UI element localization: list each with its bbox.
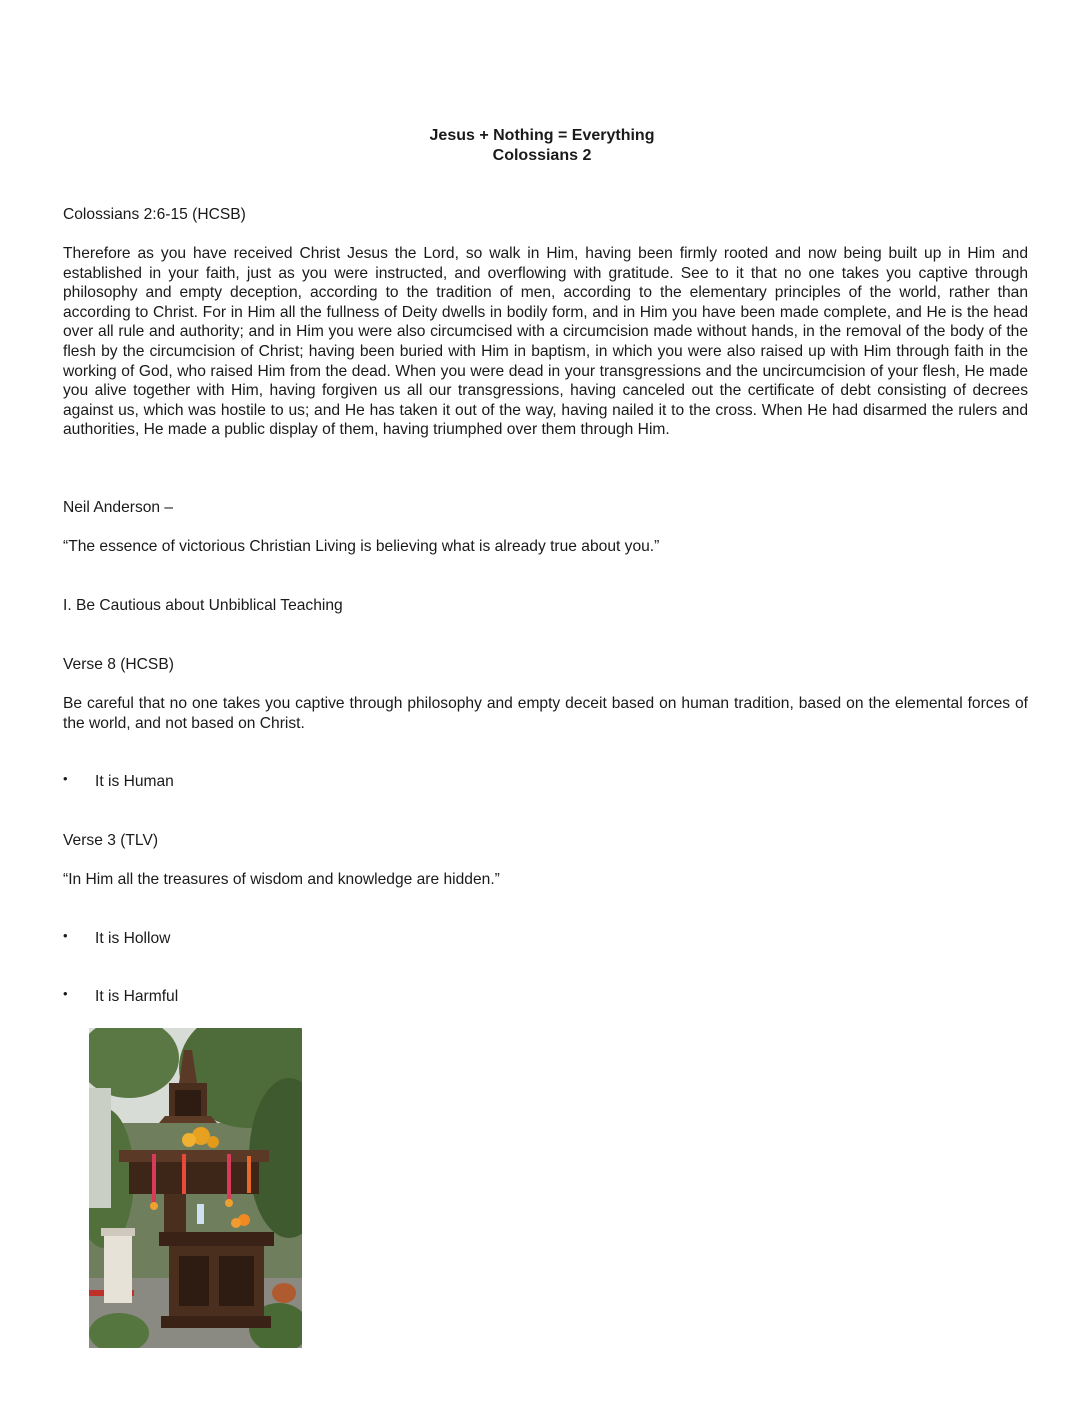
bullet-harmful-label: It is Harmful — [95, 988, 179, 1005]
bullet-hollow-label: It is Hollow — [95, 930, 171, 947]
verse8-reference: Verse 8 (HCSB) — [63, 656, 174, 673]
bullet-icon: • — [63, 928, 68, 943]
section-heading: I. Be Cautious about Unbiblical Teaching — [63, 597, 343, 614]
quote-author: Neil Anderson – — [63, 499, 174, 516]
page-title: Jesus + Nothing = Everything — [429, 127, 655, 144]
bullet-icon: • — [63, 986, 68, 1001]
verse8-text: Be careful that no one takes you captive through philosophy and empty deceit based on human tradition, based on the elemental forces of the world, and not based on Christ. — [63, 695, 1028, 732]
verse3-text: “In Him all the treasures of wisdom and knowledge are hidden.” — [63, 871, 500, 888]
title-block — [0, 126, 1084, 166]
page-subtitle: Colossians 2 — [492, 147, 592, 164]
verse3-reference: Verse 3 (TLV) — [63, 832, 159, 849]
spirit-house-shrine-photo — [89, 1028, 302, 1348]
shrine-illustration — [89, 1028, 302, 1348]
quote-text: “The essence of victorious Christian Living is believing what is already true about you.” — [63, 538, 660, 555]
bullet-icon: • — [63, 771, 68, 786]
bullet-human-label: It is Human — [95, 773, 174, 790]
passage-text: Therefore as you have received Christ Jesus the Lord, so walk in Him, having been firmly rooted and now being built up in Him and established in your faith, just as you were instructed, and overflowing with gratitude. See to it that no one takes you captive through philosophy and empty deception, according to the tradition of men, according to the elementary principles of the world, rather than according to Christ. For in Him all the fullness of Deity dwells in bodily form, and in Him you have been made complete, and He is the head over all rule and authority; and in Him you were also circumcised with a circumcision made without hands, in the removal of the body of the flesh by the circumcision of Christ; having been buried with Him in baptism, in which you were also raised up with Him through faith in the working of God, who raised Him from the dead. When you were dead in your transgressions and the uncircumcision of your flesh, He made you alive together with Him, having forgiven us all our transgressions, having canceled out the certificate of debt consisting of decrees against us, which was hostile to us; and He has taken it out of the way, having nailed it to the cross. When He had disarmed the rulers and authorities, He made a public display of them, having triumphed over them through Him. — [63, 245, 1028, 439]
passage-reference: Colossians 2:6-15 (HCSB) — [63, 206, 246, 223]
